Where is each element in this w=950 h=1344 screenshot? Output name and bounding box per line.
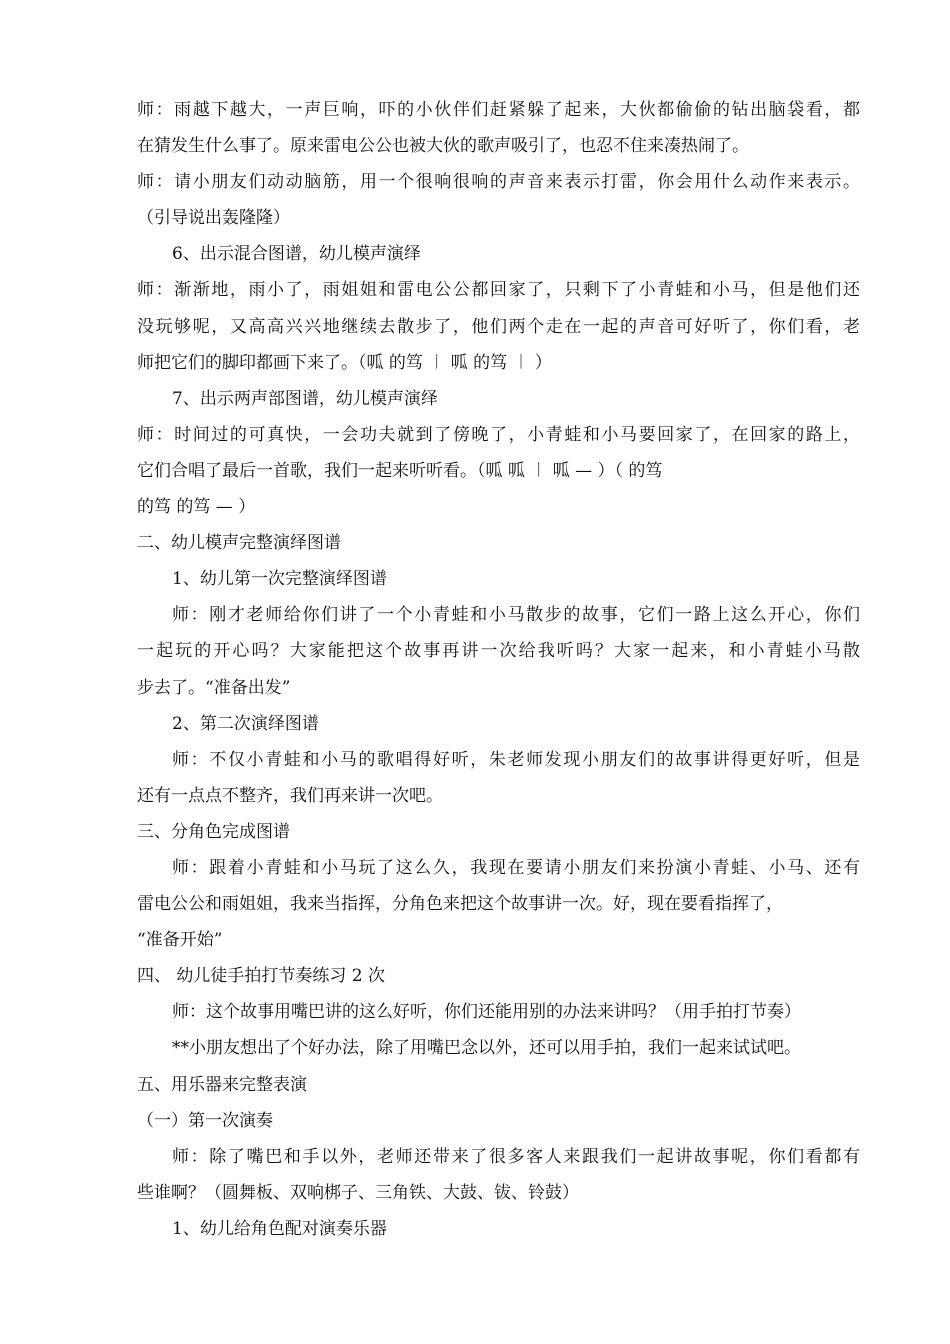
paragraph-line: （引导说出轰隆隆）: [137, 208, 290, 229]
section-heading: 7、出示两声部图谱，幼儿模声演绎: [172, 388, 438, 409]
paragraph-line: “准备开始”: [137, 930, 223, 951]
subsection-heading: 1、幼儿第一次完整演绎图谱: [172, 569, 387, 590]
paragraph-line: 师：时间过的可真快，一会功夫就到了傍晚了，小青蛙和小马要回家了，在回家的路上，: [137, 424, 860, 445]
paragraph-line: 步去了。“准备出发”: [137, 677, 291, 698]
section-heading: 二、幼儿模声完整演绎图谱: [137, 533, 341, 554]
paragraph-line: 师：渐渐地，雨小了，雨姐姐和雷电公公都回家了，只剩下了小青蛙和小马，但是他们还: [137, 280, 860, 301]
subsection-heading: 1、幼儿给角色配对演奏乐器: [172, 1218, 387, 1239]
paragraph-line: 师：不仅小青蛙和小马的歌唱得好听，朱老师发现小朋友们的故事讲得更好听，但是: [172, 749, 860, 770]
paragraph-line: 些谁啊？（圆舞板、双响梆子、三角铁、大鼓、钹、铃鼓）: [137, 1182, 579, 1203]
paragraph-line: 没玩够呢，又高高兴兴地继续去散步了，他们两个走在一起的声音可好听了，你们看，老: [137, 316, 860, 337]
section-heading: 6、出示混合图谱，幼儿模声演绎: [172, 244, 421, 265]
subsection-heading: 2、第二次演绎图谱: [172, 713, 319, 734]
paragraph-line: 雷电公公和雨姐姐，我来当指挥，分角色来把这个故事讲一次。好，现在要看指挥了，: [137, 894, 783, 915]
paragraph-line: 师：除了嘴巴和手以外，老师还带来了很多客人来跟我们一起讲故事呢，你们看都有: [172, 1146, 860, 1167]
paragraph-line: 在猜发生什么事了。原来雷电公公也被大伙的歌声吸引了，也忍不住来凑热闹了。: [137, 136, 749, 157]
paragraph-line: 还有一点点不整齐，我们再来讲一次吧。: [137, 785, 443, 806]
section-heading: 五、用乐器来完整表演: [137, 1074, 307, 1095]
paragraph-line: 师：雨越下越大，一声巨响，吓的小伙伴们赶紧躲了起来，大伙都偷偷的钻出脑袋看，都: [137, 100, 860, 120]
paragraph-line: 它们合唱了最后一首歌，我们一起来听听看。（呱 呱 ︱ 呱 — ）（ 的笃: [137, 460, 663, 481]
paragraph-line: 师：请小朋友们动动脑筋，用一个很响很响的声音来表示打雷，你会用什么动作来表示。: [137, 172, 860, 193]
document-page: [137, 92, 860, 1247]
paragraph-line: 一起玩的开心吗？大家能把这个故事再讲一次给我听吗？大家一起来，和小青蛙小马散: [137, 641, 860, 662]
paragraph-line: 师：跟着小青蛙和小马玩了这么久，我现在要请小朋友们来扮演小青蛙、小马、还有: [172, 857, 860, 878]
section-heading: 四、 幼儿徒手拍打节奏练习 2 次: [137, 966, 386, 987]
subsection-heading: （一）第一次演奏: [137, 1110, 273, 1131]
section-heading: 三、分角色完成图谱: [137, 821, 290, 842]
paragraph-line: 师：这个故事用嘴巴讲的这么好听，你们还能用别的办法来讲吗？（用手拍打节奏）: [172, 1002, 801, 1023]
paragraph-line: 的笃 的笃 — ）: [137, 497, 256, 518]
paragraph-line: 师：刚才老师给你们讲了一个小青蛙和小马散步的故事，它们一路上这么开心，你们: [172, 605, 860, 626]
paragraph-line: 师把它们的脚印都画下来了。（呱 的笃 ︱ 呱 的笃 ︱ ）: [137, 352, 552, 373]
paragraph-line: **小朋友想出了个好办法，除了用嘴巴念以外，还可以用手拍，我们一起来试试吧。: [172, 1038, 801, 1059]
